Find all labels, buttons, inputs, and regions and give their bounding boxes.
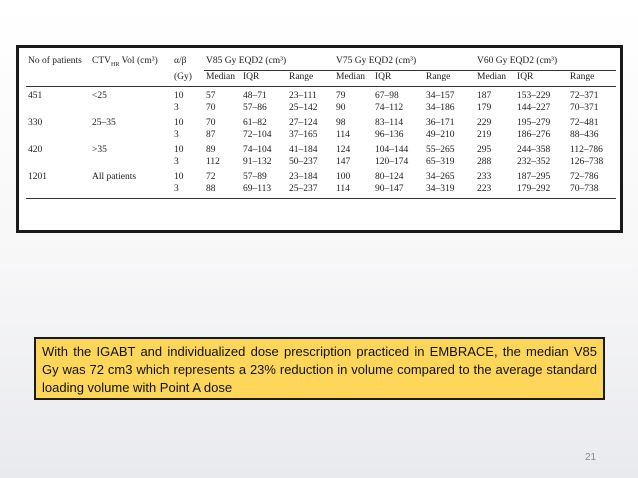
table-cell: 69–113 bbox=[241, 183, 287, 199]
table-row bbox=[26, 117, 616, 129]
table-cell: 27–124 bbox=[289, 118, 318, 129]
table-cell: 88 bbox=[204, 183, 241, 199]
table-cell: <25 bbox=[92, 91, 107, 102]
table-row bbox=[26, 183, 616, 199]
table-cell: 88–436 bbox=[570, 130, 599, 141]
table-cell: 25–142 bbox=[289, 103, 318, 114]
table-cell: 25–35 bbox=[92, 118, 116, 129]
table-header-row bbox=[26, 51, 616, 71]
subheader-median: Median bbox=[334, 71, 373, 87]
table-cell: All patients bbox=[92, 172, 137, 183]
table-cell: 72–104 bbox=[243, 130, 272, 141]
header-alpha-beta: α/β bbox=[174, 56, 187, 66]
header-v85: V85 Gy EQD2 (cm³) bbox=[204, 51, 334, 71]
table-cell bbox=[26, 102, 90, 117]
subheader-iqr: IQR bbox=[515, 71, 568, 87]
table-cell: 49–210 bbox=[426, 130, 455, 141]
table-cell: 74–104 bbox=[243, 145, 272, 156]
table-cell: 244–358 bbox=[517, 145, 551, 156]
table-cell: 57–86 bbox=[243, 103, 267, 114]
table-cell: 65–319 bbox=[426, 157, 455, 168]
table-cell: >35 bbox=[92, 145, 107, 156]
table-cell: 79 bbox=[336, 91, 346, 102]
subheader-range: Range bbox=[287, 71, 334, 87]
table-cell: 144–227 bbox=[517, 103, 551, 114]
subheader-median: Median bbox=[204, 71, 241, 87]
table-cell: 57–89 bbox=[243, 172, 267, 183]
table-cell: 3 bbox=[174, 130, 179, 141]
header-ctv: $CTV_{HR}$ Vol (cm³) bbox=[92, 56, 158, 68]
table-cell: 219 bbox=[477, 130, 492, 141]
table-cell: 23–111 bbox=[289, 91, 317, 102]
table-cell: 104–144 bbox=[375, 145, 409, 156]
table-row bbox=[26, 102, 616, 117]
table-cell bbox=[90, 156, 172, 171]
table-cell: 330 bbox=[28, 118, 43, 129]
table-cell: 10 bbox=[174, 172, 184, 183]
table-cell: 70–371 bbox=[570, 103, 599, 114]
table-cell: 112–786 bbox=[570, 145, 603, 156]
table-cell: 153–229 bbox=[517, 91, 551, 102]
table-cell: 67–98 bbox=[375, 91, 399, 102]
table-cell: 232–352 bbox=[517, 157, 551, 168]
subheader-median: Median bbox=[475, 71, 515, 87]
table-cell: 23–184 bbox=[289, 172, 318, 183]
table-cell: 114 bbox=[334, 183, 373, 199]
table-cell: 229 bbox=[477, 118, 492, 129]
table-cell: 223 bbox=[475, 183, 515, 199]
table-cell: 61–82 bbox=[243, 118, 267, 129]
table-cell bbox=[26, 183, 90, 199]
table-cell: 295 bbox=[477, 145, 492, 156]
table-cell: 10 bbox=[174, 145, 184, 156]
table-cell bbox=[26, 129, 90, 144]
slide-number: 21 bbox=[585, 452, 597, 463]
table-row bbox=[26, 156, 616, 171]
table-cell: 87 bbox=[206, 130, 216, 141]
table-cell: 90–147 bbox=[373, 183, 424, 199]
table-cell: 1201 bbox=[28, 172, 47, 183]
table-cell: 70–738 bbox=[568, 183, 616, 199]
header-patients: No of patients bbox=[28, 56, 82, 66]
table-cell: 451 bbox=[28, 91, 43, 102]
table-cell: 25–237 bbox=[287, 183, 334, 199]
subheader-range: Range bbox=[424, 71, 475, 87]
table-cell: 187 bbox=[477, 91, 492, 102]
table-cell: 89 bbox=[206, 145, 216, 156]
table-cell: 36–171 bbox=[426, 118, 455, 129]
table-cell: 72–371 bbox=[570, 91, 599, 102]
header-v60: V60 Gy EQD2 (cm³) bbox=[475, 51, 616, 71]
table-cell: 179–292 bbox=[515, 183, 568, 199]
subheader-iqr: IQR bbox=[373, 71, 424, 87]
table-cell: 147 bbox=[336, 157, 351, 168]
dose-volume-table bbox=[26, 51, 616, 199]
table-body bbox=[26, 87, 616, 199]
table-cell: 34–265 bbox=[426, 172, 455, 183]
table-cell: 57 bbox=[206, 91, 216, 102]
table-cell: 3 bbox=[172, 183, 204, 199]
table-cell: 10 bbox=[174, 91, 184, 102]
table-cell: 114 bbox=[336, 130, 350, 141]
table-cell: 96–136 bbox=[375, 130, 404, 141]
table-cell bbox=[90, 183, 172, 199]
table-cell: 70 bbox=[206, 118, 216, 129]
table-cell: 55–265 bbox=[426, 145, 455, 156]
table-cell: 10 bbox=[174, 118, 184, 129]
table-row bbox=[26, 87, 616, 103]
table-cell: 90 bbox=[336, 103, 346, 114]
table-row bbox=[26, 171, 616, 183]
table-cell: 120–174 bbox=[375, 157, 409, 168]
table-cell: 41–184 bbox=[289, 145, 318, 156]
data-table-image bbox=[16, 45, 623, 233]
table-row bbox=[26, 129, 616, 144]
table-cell: 112 bbox=[206, 157, 220, 168]
callout-text: With the IGABT and individualized dose prescription practiced in EMBRACE, the median V85 Gy was 72 cm3 which represents a 23% reduction in volume compared to the average standard loading volume with Point A dose bbox=[42, 344, 597, 395]
header-alpha-beta-unit: (Gy) bbox=[172, 71, 204, 87]
table-cell: 34–186 bbox=[426, 103, 455, 114]
table-cell: 98 bbox=[336, 118, 346, 129]
table-cell: 72–786 bbox=[570, 172, 599, 183]
table-cell: 72–481 bbox=[570, 118, 599, 129]
table-cell: 126–738 bbox=[570, 157, 604, 168]
header-v75: V75 Gy EQD2 (cm³) bbox=[334, 51, 475, 71]
table-cell bbox=[90, 102, 172, 117]
table-cell: 91–132 bbox=[243, 157, 272, 168]
table-cell: 50–237 bbox=[289, 157, 318, 168]
table-cell: 48–71 bbox=[243, 91, 267, 102]
table-cell: 187–295 bbox=[517, 172, 551, 183]
table-row bbox=[26, 144, 616, 156]
table-cell: 3 bbox=[174, 157, 179, 168]
table-cell: 74–112 bbox=[375, 103, 404, 114]
callout-box bbox=[34, 337, 605, 400]
table-cell: 124 bbox=[336, 145, 351, 156]
table-cell: 37–165 bbox=[289, 130, 318, 141]
table-cell: 100 bbox=[336, 172, 351, 183]
table-subheader-row bbox=[26, 71, 616, 87]
table-cell bbox=[90, 129, 172, 144]
table-cell: 70 bbox=[206, 103, 216, 114]
subheader-range: Range bbox=[568, 71, 616, 87]
table-cell: 186–276 bbox=[517, 130, 551, 141]
table-cell: 288 bbox=[477, 157, 492, 168]
table-cell: 83–114 bbox=[375, 118, 404, 129]
table-cell: 3 bbox=[174, 103, 179, 114]
table-cell: 34–319 bbox=[424, 183, 475, 199]
table-cell: 195–279 bbox=[517, 118, 551, 129]
table-cell: 233 bbox=[477, 172, 492, 183]
table-cell: 34–157 bbox=[426, 91, 455, 102]
table-cell: 72 bbox=[206, 172, 216, 183]
table-cell: 80–124 bbox=[375, 172, 404, 183]
table-cell: 179 bbox=[477, 103, 492, 114]
table-cell bbox=[26, 156, 90, 171]
subheader-iqr: IQR bbox=[241, 71, 287, 87]
table-cell: 420 bbox=[28, 145, 43, 156]
